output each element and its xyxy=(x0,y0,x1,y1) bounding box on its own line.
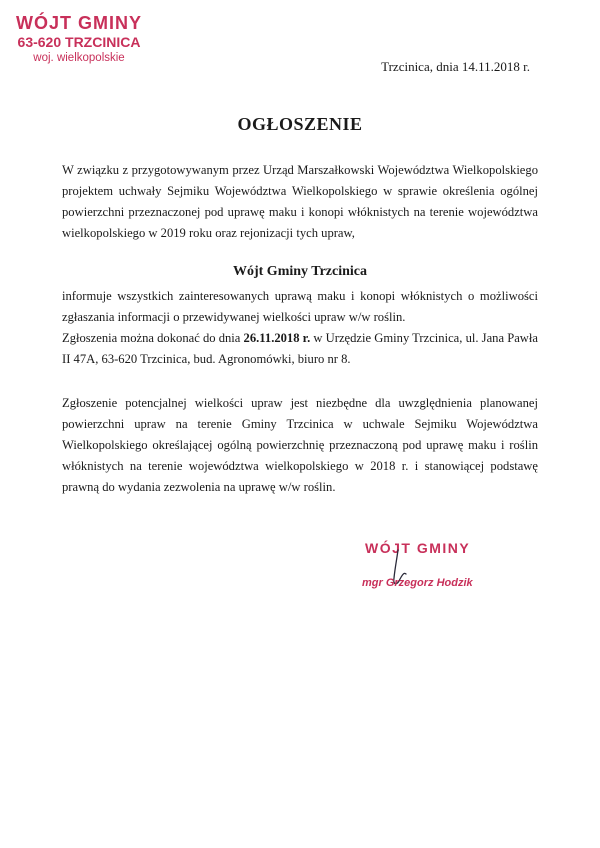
inform-text: informuje wszystkich zainteresowanych uprawą maku i konopi włóknistych o możliwości zgłaszania informacji o przewidywanej wielkości upraw w/w roślin. xyxy=(62,289,538,324)
office-stamp xyxy=(14,12,144,65)
stamp-title: WÓJT GMINY xyxy=(16,13,142,33)
document-date: Trzcinica, dnia 14.11.2018 r. xyxy=(381,59,530,74)
document-title: OGŁOSZENIE xyxy=(237,114,363,134)
announcer-heading: Wójt Gminy Trzcinica xyxy=(232,264,368,279)
signature-name: mgr Grzegorz Hodzik xyxy=(362,577,473,589)
submit-deadline: 26.11.2018 r. xyxy=(243,331,311,345)
submit-text-pre: Zgłoszenia można dokonać do dnia xyxy=(62,331,244,345)
closing-paragraph: Zgłoszenie potencjalnej wielkości upraw jest niezbędne dla uwzględnienia planowanej powierzchni upraw na terenie Gminy Trzcinica w uchwale Sejmiku Województwa Wielkopolskiego określającej ogólną powierzchnię przeznaczoną pod uprawę maku i roślin włóknistych na terenie województwa wielkopolskiego w 2018 r. i stanowiącej podstawę prawną do wydania zezwolenia na uprawę w/w roślin. xyxy=(62,396,538,494)
body-paragraph xyxy=(62,286,538,370)
stamp-postal-code: 63-620 TRZCINICA xyxy=(17,34,141,50)
intro-paragraph: W związku z przygotowywanym przez Urząd Marszałkowski Województwa Wielkopolskiego projektem uchwały Sejmiku Województwa Wielkopolskiego w sprawie określenia ogólnej powierzchni przeznaczonej pod uprawę maku i konopi włóknistych na terenie województwa wielkopolskiego w 2019 roku oraz rejonizacji tych upraw, xyxy=(62,163,538,240)
signature-stamp-title: WÓJT GMINY xyxy=(365,540,471,556)
submit-text-post: w Urzędzie Gminy Trzcinica, ul. Jana Pawła II 47A, 63-620 Trzcinica, bud. Agronomówki, biuro nr 8. xyxy=(62,331,538,366)
stamp-province: woj. wielkopolskie xyxy=(33,52,125,64)
